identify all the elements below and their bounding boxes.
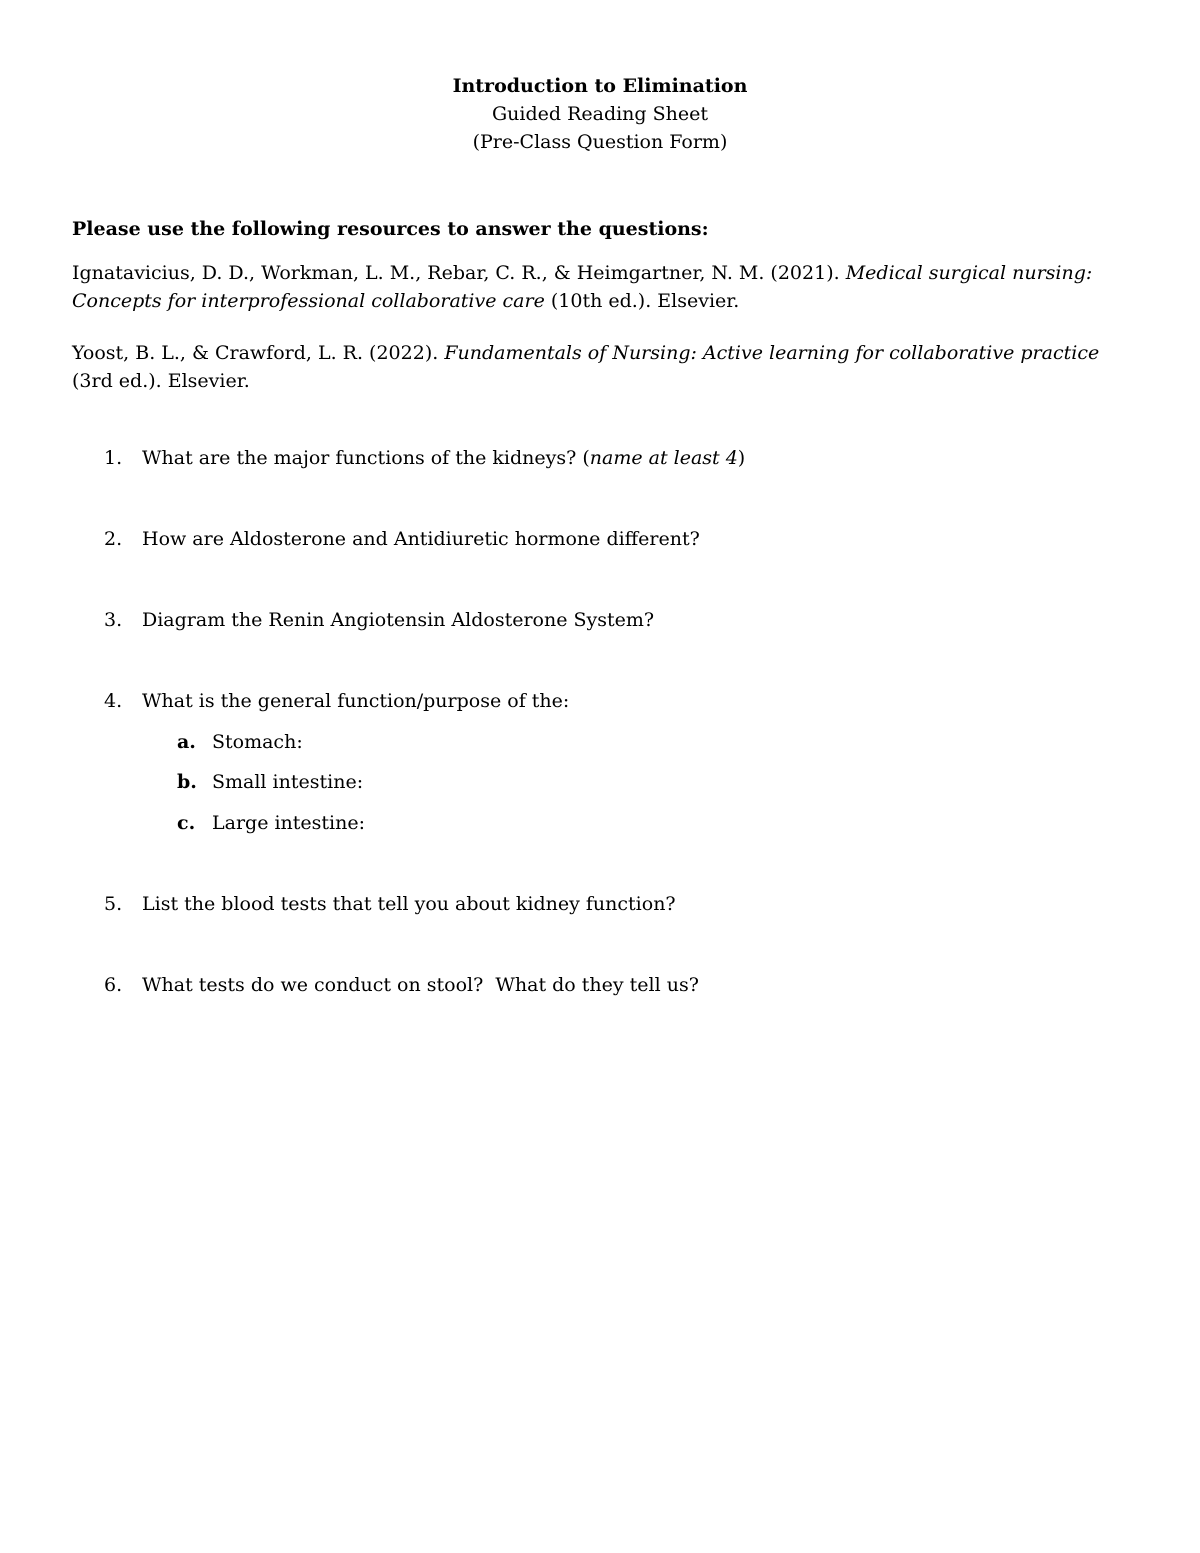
question-number: 3. [104, 609, 123, 631]
reference-edition: (3rd ed.). Elsevier. [72, 370, 250, 392]
resources-heading: Please use the following resources to answer the questions: [72, 218, 709, 240]
reference-book-title: Fundamentals of Nursing: Active learning for collaborative practice [444, 342, 1100, 364]
reference-book-title: Medical surgical nursing: Concepts for interprofessional collaborative care [72, 262, 1093, 312]
question-6 [104, 971, 699, 999]
question-4-subitem-b [177, 768, 363, 796]
reference-authors: Yoost, B. L., & Crawford, L. R. (2022). [72, 342, 439, 364]
question-text: What is the general function/purpose of the: [142, 690, 570, 712]
question-4-subitem-a [177, 728, 303, 756]
question-emphasis: name at least 4 [589, 447, 738, 469]
question-number: 4. [104, 690, 123, 712]
question-number: 6. [104, 974, 123, 996]
question-4-subitem-c [177, 809, 365, 837]
question-suffix: ) [737, 447, 746, 469]
question-text: Diagram the Renin Angiotensin Aldosterone System? [142, 609, 655, 631]
question-4 [104, 687, 569, 715]
reference-authors: Ignatavicius, D. D., Workman, L. M., Rebar, C. R., & Heimgartner, N. M. (2021). [72, 262, 840, 284]
subitem-letter: a. [177, 731, 196, 753]
document-subtitle: Guided Reading Sheet [491, 103, 709, 125]
document-title: Introduction to Elimination [452, 75, 748, 97]
subitem-text: Stomach: [212, 731, 303, 753]
question-3 [104, 606, 654, 634]
reference-edition: (10th ed.). Elsevier. [550, 290, 740, 312]
subitem-letter: b. [177, 771, 197, 793]
question-text: What tests do we conduct on stool? What do they tell us? [142, 974, 699, 996]
subitem-letter: c. [177, 812, 196, 834]
question-5 [104, 890, 676, 918]
question-number: 5. [104, 893, 123, 915]
document-header [0, 72, 1200, 156]
subitem-text: Large intestine: [212, 812, 366, 834]
question-text: How are Aldosterone and Antidiuretic hormone different? [142, 528, 700, 550]
question-number: 2. [104, 528, 123, 550]
question-number: 1. [104, 447, 123, 469]
reference-1 [72, 259, 1132, 315]
subitem-text: Small intestine: [212, 771, 364, 793]
reference-2 [72, 339, 1132, 395]
question-text: List the blood tests that tell you about kidney function? [142, 893, 676, 915]
form-type: (Pre-Class Question Form) [472, 131, 728, 153]
question-text: What are the major functions of the kidneys? ( [142, 447, 590, 469]
question-1 [104, 444, 745, 472]
question-2 [104, 525, 700, 553]
